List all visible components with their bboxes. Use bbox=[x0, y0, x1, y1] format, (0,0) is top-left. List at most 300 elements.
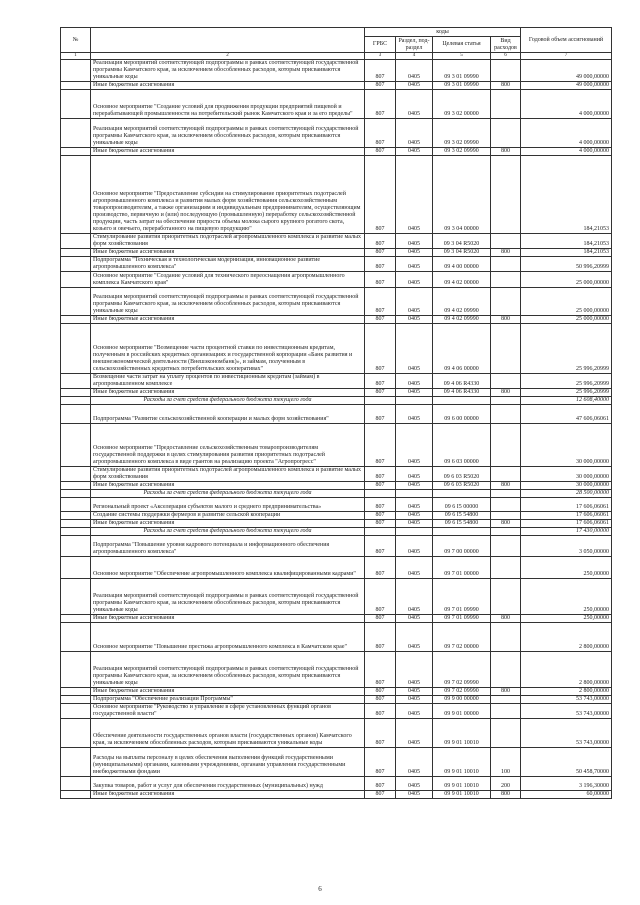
row-expense-type-cell: 800 bbox=[491, 482, 521, 490]
table-row bbox=[61, 60, 612, 82]
row-target-article-cell: 09 4 06 00000 bbox=[433, 324, 491, 374]
table-row bbox=[61, 557, 612, 579]
row-section-cell: 0405 bbox=[396, 90, 433, 119]
row-expense-type-cell: 800 bbox=[491, 316, 521, 324]
row-name-cell: Региональный проект «Акселерация субъектов малого и среднего предпринимательства» bbox=[91, 498, 365, 512]
row-name-cell: Возмещение части затрат на уплату процентов по инвестиционным кредитам (займам) в агропромышленном комплексе bbox=[91, 374, 365, 389]
row-number-cell bbox=[61, 249, 91, 257]
table-row bbox=[61, 652, 612, 688]
row-amount-cell: 4 000,00000 bbox=[521, 148, 612, 156]
row-expense-type-cell bbox=[491, 324, 521, 374]
table-row bbox=[61, 536, 612, 557]
row-expense-type-cell bbox=[491, 374, 521, 389]
row-expense-type-cell bbox=[491, 623, 521, 652]
row-number-cell bbox=[61, 490, 91, 498]
row-grbs-cell: 807 bbox=[365, 234, 396, 249]
row-number-cell bbox=[61, 482, 91, 490]
row-name-cell: Иные бюджетные ассигнования bbox=[91, 389, 365, 397]
row-grbs-cell: 807 bbox=[365, 374, 396, 389]
row-name-cell: Основное мероприятие "Создание условий для технического переоснащения агропромышленного комплекса Камчатского края" bbox=[91, 272, 365, 288]
row-grbs-cell: 807 bbox=[365, 389, 396, 397]
row-target-article-cell: 09 4 06 R4330 bbox=[433, 374, 491, 389]
page-number: 6 bbox=[318, 885, 322, 893]
row-grbs-cell: 807 bbox=[365, 748, 396, 777]
row-target-article-cell: 09 3 04 00000 bbox=[433, 156, 491, 234]
row-amount-cell: 184,21053 bbox=[521, 249, 612, 257]
row-grbs-cell: 807 bbox=[365, 156, 396, 234]
row-target-article-cell: 09 7 01 09990 bbox=[433, 615, 491, 623]
row-grbs-cell: 807 bbox=[365, 316, 396, 324]
row-expense-type-cell bbox=[491, 405, 521, 424]
row-section-cell: 0405 bbox=[396, 148, 433, 156]
row-amount-cell: 4 000,00000 bbox=[521, 119, 612, 148]
row-name-cell: Стимулирование развития приоритетных подотраслей агропромышленного комплекса и развитие малых форм хозяйствования bbox=[91, 467, 365, 482]
row-grbs-cell: 807 bbox=[365, 424, 396, 467]
column-index: 6 bbox=[491, 53, 521, 60]
table-row bbox=[61, 791, 612, 799]
budget-table bbox=[60, 27, 612, 799]
row-amount-cell: 12 608,40000 bbox=[521, 397, 612, 405]
row-name-cell: Стимулирование развития приоритетных подотраслей агропромышленного комплекса и развитие малых форм хозяйствования bbox=[91, 234, 365, 249]
row-expense-type-cell bbox=[491, 467, 521, 482]
row-number-cell bbox=[61, 520, 91, 528]
row-target-article-cell: 09 3 02 09990 bbox=[433, 119, 491, 148]
row-amount-cell: 25 996,20999 bbox=[521, 374, 612, 389]
header-cs: Целевая статья bbox=[433, 37, 491, 53]
row-expense-type-cell bbox=[491, 90, 521, 119]
row-section-cell: 0405 bbox=[396, 498, 433, 512]
row-name-cell: Основное мероприятие "Предоставление субсидии на стимулирование приоритетных подотраслей агропромышленного комплекса и развития малых форм хозяйствования сельскохозяйственным товаропроизводителям, а также организациям и индивидуальным предпринимателям, осуществляющим производство, первичную и (или) последующую (промышленную) переработку сельскохозяйственной продукции, часть затрат на обеспечение прироста объема молока сырого крупного рогатого скота, козьего и овечьего, переработанного на пищевую продукцию" bbox=[91, 156, 365, 234]
row-expense-type-cell: 800 bbox=[491, 389, 521, 397]
table-row bbox=[61, 119, 612, 148]
row-expense-type-cell bbox=[491, 288, 521, 316]
row-section-cell: 0405 bbox=[396, 156, 433, 234]
row-name-cell: Иные бюджетные ассигнования bbox=[91, 249, 365, 257]
row-name-cell: Иные бюджетные ассигнования bbox=[91, 316, 365, 324]
row-expense-type-cell: 800 bbox=[491, 520, 521, 528]
row-target-article-cell: 09 4 02 09990 bbox=[433, 316, 491, 324]
row-amount-cell: 250,00000 bbox=[521, 557, 612, 579]
row-target-article-cell: 09 6 00 00000 bbox=[433, 405, 491, 424]
row-target-article-cell: 09 6 I5 54800 bbox=[433, 520, 491, 528]
row-name-cell: Расходы на выплаты персоналу в целях обеспечения выполнения функций государственными (муниципальными) органами, казенными учреждениями, органами управления государственными внебюджетными фондами bbox=[91, 748, 365, 777]
row-section-cell: 0405 bbox=[396, 249, 433, 257]
row-amount-cell: 3 196,30000 bbox=[521, 777, 612, 791]
row-name-cell: Реализация мероприятий соответствующей подпрограммы в рамках соответствующей государственной программы Камчатского края, за исключением обособленных расходов, которым присваиваются уникальные коды bbox=[91, 288, 365, 316]
row-section-cell: 0405 bbox=[396, 777, 433, 791]
row-name-cell: Расходы за счет средств федерального бюджета текущего года bbox=[91, 490, 365, 498]
row-target-article-cell: 09 4 02 00000 bbox=[433, 272, 491, 288]
row-number-cell bbox=[61, 82, 91, 90]
row-section-cell bbox=[396, 397, 433, 405]
row-name-cell: Создание системы поддержки фермеров и развитие сельской кооперации bbox=[91, 512, 365, 520]
table-row bbox=[61, 512, 612, 520]
row-section-cell: 0405 bbox=[396, 119, 433, 148]
row-name-cell: Подпрограмма "Развитие сельскохозяйственной кооперации и малых форм хозяйствования" bbox=[91, 405, 365, 424]
column-index: 1 bbox=[61, 53, 91, 60]
table-row bbox=[61, 688, 612, 696]
row-expense-type-cell bbox=[491, 257, 521, 272]
row-grbs-cell: 807 bbox=[365, 688, 396, 696]
table-row bbox=[61, 374, 612, 389]
row-section-cell: 0405 bbox=[396, 482, 433, 490]
table-row bbox=[61, 257, 612, 272]
row-target-article-cell: 09 9 01 10010 bbox=[433, 719, 491, 748]
row-number-cell bbox=[61, 374, 91, 389]
table-row bbox=[61, 148, 612, 156]
row-section-cell: 0405 bbox=[396, 696, 433, 704]
row-expense-type-cell bbox=[491, 696, 521, 704]
row-grbs-cell: 807 bbox=[365, 719, 396, 748]
row-amount-cell: 17 606,06061 bbox=[521, 512, 612, 520]
row-grbs-cell: 807 bbox=[365, 90, 396, 119]
table-row bbox=[61, 482, 612, 490]
row-name-cell: Иные бюджетные ассигнования bbox=[91, 148, 365, 156]
row-grbs-cell: 807 bbox=[365, 405, 396, 424]
table-row bbox=[61, 324, 612, 374]
row-number-cell bbox=[61, 467, 91, 482]
row-number-cell bbox=[61, 389, 91, 397]
table-row bbox=[61, 704, 612, 719]
row-amount-cell: 250,00000 bbox=[521, 579, 612, 615]
row-amount-cell: 53 743,00000 bbox=[521, 719, 612, 748]
row-number-cell bbox=[61, 615, 91, 623]
row-expense-type-cell bbox=[491, 119, 521, 148]
row-target-article-cell bbox=[433, 397, 491, 405]
row-section-cell: 0405 bbox=[396, 234, 433, 249]
row-grbs-cell: 807 bbox=[365, 579, 396, 615]
table-row bbox=[61, 467, 612, 482]
table-row bbox=[61, 82, 612, 90]
row-section-cell: 0405 bbox=[396, 424, 433, 467]
row-number-cell bbox=[61, 719, 91, 748]
row-section-cell: 0405 bbox=[396, 405, 433, 424]
row-number-cell bbox=[61, 652, 91, 688]
row-number-cell bbox=[61, 748, 91, 777]
row-grbs-cell bbox=[365, 528, 396, 536]
row-grbs-cell: 807 bbox=[365, 615, 396, 623]
row-grbs-cell: 807 bbox=[365, 498, 396, 512]
row-number-cell bbox=[61, 557, 91, 579]
row-expense-type-cell bbox=[491, 512, 521, 520]
row-name-cell: Иные бюджетные ассигнования bbox=[91, 82, 365, 90]
row-section-cell: 0405 bbox=[396, 82, 433, 90]
row-grbs-cell: 807 bbox=[365, 482, 396, 490]
row-grbs-cell bbox=[365, 397, 396, 405]
row-target-article-cell bbox=[433, 528, 491, 536]
row-grbs-cell: 807 bbox=[365, 623, 396, 652]
row-target-article-cell: 09 3 04 R5020 bbox=[433, 249, 491, 257]
row-amount-cell: 4 000,00000 bbox=[521, 90, 612, 119]
row-number-cell bbox=[61, 512, 91, 520]
row-section-cell: 0405 bbox=[396, 791, 433, 799]
row-number-cell bbox=[61, 272, 91, 288]
row-expense-type-cell: 800 bbox=[491, 791, 521, 799]
header-codes: коды bbox=[365, 28, 521, 37]
table-row bbox=[61, 615, 612, 623]
table-body bbox=[61, 60, 612, 799]
row-section-cell: 0405 bbox=[396, 536, 433, 557]
row-expense-type-cell: 200 bbox=[491, 777, 521, 791]
row-grbs-cell: 807 bbox=[365, 272, 396, 288]
table-note-row bbox=[61, 397, 612, 405]
row-grbs-cell: 807 bbox=[365, 520, 396, 528]
row-name-cell: Основное мероприятие "Обеспечение агропромышленного комплекса квалифицированными кадрами" bbox=[91, 557, 365, 579]
row-grbs-cell: 807 bbox=[365, 324, 396, 374]
row-target-article-cell: 09 3 01 09990 bbox=[433, 82, 491, 90]
row-target-article-cell: 09 7 00 00000 bbox=[433, 536, 491, 557]
table-row bbox=[61, 389, 612, 397]
header-name bbox=[91, 28, 365, 53]
row-target-article-cell: 09 7 01 00000 bbox=[433, 557, 491, 579]
row-grbs-cell: 807 bbox=[365, 119, 396, 148]
row-expense-type-cell: 800 bbox=[491, 615, 521, 623]
row-name-cell: Иные бюджетные ассигнования bbox=[91, 688, 365, 696]
row-grbs-cell: 807 bbox=[365, 696, 396, 704]
row-amount-cell: 53 743,00000 bbox=[521, 696, 612, 704]
table-note-row bbox=[61, 490, 612, 498]
row-expense-type-cell bbox=[491, 536, 521, 557]
row-expense-type-cell bbox=[491, 156, 521, 234]
table-note-row bbox=[61, 528, 612, 536]
row-target-article-cell: 09 9 00 00000 bbox=[433, 696, 491, 704]
header-vr: Вид расходов bbox=[491, 37, 521, 53]
row-section-cell: 0405 bbox=[396, 579, 433, 615]
row-name-cell: Обеспечение деятельности государственных органов власти (государственных органов) Камчатского края, за исключением обособленных расходов, которым присваиваются уникальные коды bbox=[91, 719, 365, 748]
row-amount-cell: 50 458,70000 bbox=[521, 748, 612, 777]
row-target-article-cell: 09 9 01 10010 bbox=[433, 777, 491, 791]
row-number-cell bbox=[61, 148, 91, 156]
row-grbs-cell: 807 bbox=[365, 148, 396, 156]
row-number-cell bbox=[61, 397, 91, 405]
row-expense-type-cell: 800 bbox=[491, 148, 521, 156]
row-amount-cell: 25 996,20999 bbox=[521, 389, 612, 397]
row-amount-cell: 49 000,00000 bbox=[521, 82, 612, 90]
row-expense-type-cell bbox=[491, 397, 521, 405]
row-target-article-cell: 09 4 06 R4330 bbox=[433, 389, 491, 397]
table-row bbox=[61, 405, 612, 424]
row-grbs-cell: 807 bbox=[365, 704, 396, 719]
row-amount-cell: 25 000,00000 bbox=[521, 288, 612, 316]
row-amount-cell: 17 606,06061 bbox=[521, 520, 612, 528]
row-section-cell: 0405 bbox=[396, 257, 433, 272]
header-rz: Раздел, под- раздел bbox=[396, 37, 433, 53]
row-amount-cell: 25 996,20999 bbox=[521, 324, 612, 374]
row-expense-type-cell bbox=[491, 557, 521, 579]
row-amount-cell: 60,00000 bbox=[521, 791, 612, 799]
row-target-article-cell: 09 3 01 09990 bbox=[433, 60, 491, 82]
row-section-cell: 0405 bbox=[396, 272, 433, 288]
row-amount-cell: 49 000,00000 bbox=[521, 60, 612, 82]
row-target-article-cell: 09 6 03 R5020 bbox=[433, 467, 491, 482]
row-target-article-cell: 09 4 02 09990 bbox=[433, 288, 491, 316]
row-name-cell: Иные бюджетные ассигнования bbox=[91, 520, 365, 528]
row-amount-cell: 2 800,00000 bbox=[521, 652, 612, 688]
row-amount-cell: 30 000,00000 bbox=[521, 482, 612, 490]
row-expense-type-cell bbox=[491, 272, 521, 288]
column-index-row bbox=[61, 53, 612, 60]
row-target-article-cell: 09 6 I5 00000 bbox=[433, 498, 491, 512]
row-name-cell: Подпрограмма "Повышение уровня кадрового потенциала и информационного обеспечения агропромышленного комплекса" bbox=[91, 536, 365, 557]
table-row bbox=[61, 424, 612, 467]
row-amount-cell: 250,00000 bbox=[521, 615, 612, 623]
table-row bbox=[61, 90, 612, 119]
row-number-cell bbox=[61, 791, 91, 799]
column-index: 3 bbox=[365, 53, 396, 60]
row-section-cell: 0405 bbox=[396, 324, 433, 374]
row-grbs-cell: 807 bbox=[365, 652, 396, 688]
row-section-cell: 0405 bbox=[396, 512, 433, 520]
row-section-cell: 0405 bbox=[396, 60, 433, 82]
row-number-cell bbox=[61, 536, 91, 557]
row-number-cell bbox=[61, 528, 91, 536]
row-name-cell: Подпрограмма "Обеспечение реализации Программы" bbox=[91, 696, 365, 704]
row-name-cell: Реализация мероприятий соответствующей подпрограммы в рамках соответствующей государственной программы Камчатского края, за исключением обособленных расходов, которым присваиваются уникальные коды bbox=[91, 652, 365, 688]
row-expense-type-cell: 100 bbox=[491, 748, 521, 777]
row-number-cell bbox=[61, 119, 91, 148]
row-name-cell: Реализация мероприятий соответствующей подпрограммы в рамках соответствующей государственной программы Камчатского края, за исключением обособленных расходов, которым присваиваются уникальные коды bbox=[91, 579, 365, 615]
table-row bbox=[61, 288, 612, 316]
row-amount-cell: 25 000,00000 bbox=[521, 272, 612, 288]
row-expense-type-cell bbox=[491, 652, 521, 688]
table-row bbox=[61, 272, 612, 288]
row-amount-cell: 17 430,00000 bbox=[521, 528, 612, 536]
column-index: 5 bbox=[433, 53, 491, 60]
table-row bbox=[61, 498, 612, 512]
row-name-cell: Подпрограмма "Техническая и технологическая модернизация, инновационное развитие агропромышленного комплекса" bbox=[91, 257, 365, 272]
column-index: 2 bbox=[91, 53, 365, 60]
row-target-article-cell: 09 3 02 09990 bbox=[433, 148, 491, 156]
row-grbs-cell: 807 bbox=[365, 60, 396, 82]
row-target-article-cell: 09 7 02 09990 bbox=[433, 652, 491, 688]
table-row bbox=[61, 719, 612, 748]
row-number-cell bbox=[61, 704, 91, 719]
row-expense-type-cell bbox=[491, 234, 521, 249]
row-expense-type-cell: 800 bbox=[491, 82, 521, 90]
row-expense-type-cell: 800 bbox=[491, 688, 521, 696]
row-section-cell: 0405 bbox=[396, 704, 433, 719]
row-section-cell bbox=[396, 490, 433, 498]
row-target-article-cell: 09 7 01 09990 bbox=[433, 579, 491, 615]
row-section-cell: 0405 bbox=[396, 557, 433, 579]
row-number-cell bbox=[61, 288, 91, 316]
row-section-cell bbox=[396, 528, 433, 536]
row-amount-cell: 30 000,00000 bbox=[521, 424, 612, 467]
table-row bbox=[61, 234, 612, 249]
table-row bbox=[61, 777, 612, 791]
row-amount-cell: 30 000,00000 bbox=[521, 467, 612, 482]
row-target-article-cell: 09 7 02 00000 bbox=[433, 623, 491, 652]
row-number-cell bbox=[61, 623, 91, 652]
row-section-cell: 0405 bbox=[396, 748, 433, 777]
row-amount-cell: 2 800,00000 bbox=[521, 623, 612, 652]
row-section-cell: 0405 bbox=[396, 389, 433, 397]
row-target-article-cell: 09 9 01 00000 bbox=[433, 704, 491, 719]
row-grbs-cell: 807 bbox=[365, 249, 396, 257]
header-grbs: ГРБС bbox=[365, 37, 396, 53]
row-name-cell: Реализация мероприятий соответствующей подпрограммы в рамках соответствующей государственной программы Камчатского края, за исключением обособленных расходов, которым присваиваются уникальные коды bbox=[91, 60, 365, 82]
row-name-cell: Основное мероприятие "Руководство и управление в сфере установленных функций органов государственной власти" bbox=[91, 704, 365, 719]
header-row-top bbox=[61, 28, 612, 37]
row-number-cell bbox=[61, 688, 91, 696]
table-row bbox=[61, 579, 612, 615]
row-section-cell: 0405 bbox=[396, 520, 433, 528]
row-section-cell: 0405 bbox=[396, 623, 433, 652]
row-expense-type-cell bbox=[491, 424, 521, 467]
row-section-cell: 0405 bbox=[396, 688, 433, 696]
row-grbs-cell: 807 bbox=[365, 557, 396, 579]
row-name-cell: Реализация мероприятий соответствующей подпрограммы в рамках соответствующей государственной программы Камчатского края, за исключением обособленных расходов, которым присваиваются уникальные коды bbox=[91, 119, 365, 148]
row-section-cell: 0405 bbox=[396, 615, 433, 623]
table-row bbox=[61, 156, 612, 234]
row-name-cell: Основное мероприятие "Предоставление сельскохозяйственным товаропроизводителям государственной поддержки в целях стимулирования развития приоритетных подотраслей агропромышленного комплекса в виде грантов на реализацию проекта "Агропрогресс" bbox=[91, 424, 365, 467]
row-number-cell bbox=[61, 324, 91, 374]
row-grbs-cell: 807 bbox=[365, 82, 396, 90]
row-grbs-cell: 807 bbox=[365, 777, 396, 791]
row-amount-cell: 17 606,06061 bbox=[521, 498, 612, 512]
header-num: № bbox=[61, 28, 91, 53]
row-expense-type-cell bbox=[491, 490, 521, 498]
row-expense-type-cell bbox=[491, 60, 521, 82]
row-grbs-cell: 807 bbox=[365, 257, 396, 272]
row-target-article-cell: 09 6 03 R5020 bbox=[433, 482, 491, 490]
row-name-cell: Расходы за счет средств федерального бюджета текущего года bbox=[91, 528, 365, 536]
row-amount-cell: 50 996,20999 bbox=[521, 257, 612, 272]
row-grbs-cell: 807 bbox=[365, 791, 396, 799]
row-amount-cell: 184,21053 bbox=[521, 156, 612, 234]
row-amount-cell: 53 743,00000 bbox=[521, 704, 612, 719]
row-grbs-cell: 807 bbox=[365, 536, 396, 557]
row-grbs-cell bbox=[365, 490, 396, 498]
row-amount-cell: 25 000,00000 bbox=[521, 316, 612, 324]
row-amount-cell: 47 606,06061 bbox=[521, 405, 612, 424]
row-target-article-cell: 09 6 03 00000 bbox=[433, 424, 491, 467]
row-name-cell: Основное мероприятие "Повышение престижа агропромышленного комплекса в Камчатском крае" bbox=[91, 623, 365, 652]
row-target-article-cell: 09 6 I5 54800 bbox=[433, 512, 491, 520]
row-name-cell: Иные бюджетные ассигнования bbox=[91, 482, 365, 490]
row-expense-type-cell: 800 bbox=[491, 249, 521, 257]
row-grbs-cell: 807 bbox=[365, 512, 396, 520]
row-name-cell: Закупка товаров, работ и услуг для обеспечения государственных (муниципальных) нужд bbox=[91, 777, 365, 791]
row-expense-type-cell bbox=[491, 579, 521, 615]
row-number-cell bbox=[61, 156, 91, 234]
row-number-cell bbox=[61, 60, 91, 82]
row-target-article-cell bbox=[433, 490, 491, 498]
header-annual: Годовой объем ассигнований bbox=[521, 28, 612, 53]
row-name-cell: Основное мероприятие "Создание условий для продвижения продукции предприятий пищевой и перерабатывающей промышленности на потребительский рынок Камчатского края и за его пределы" bbox=[91, 90, 365, 119]
row-amount-cell: 2 800,00000 bbox=[521, 688, 612, 696]
row-section-cell: 0405 bbox=[396, 316, 433, 324]
row-name-cell: Основное мероприятие "Возмещение части процентной ставки по инвестиционным кредитам, полученным в российских кредитных организациях и государственной корпорации «Банк развития и внешнеэкономической деятельности (Внешэкономбанк)», и займам, полученным в сельскохозяйственных кредитных потребительских кооперативах" bbox=[91, 324, 365, 374]
table-row bbox=[61, 249, 612, 257]
table-row bbox=[61, 520, 612, 528]
row-target-article-cell: 09 4 00 00000 bbox=[433, 257, 491, 272]
row-target-article-cell: 09 3 02 00000 bbox=[433, 90, 491, 119]
row-number-cell bbox=[61, 424, 91, 467]
row-section-cell: 0405 bbox=[396, 374, 433, 389]
row-number-cell bbox=[61, 405, 91, 424]
row-amount-cell: 3 050,00000 bbox=[521, 536, 612, 557]
row-expense-type-cell bbox=[491, 528, 521, 536]
row-number-cell bbox=[61, 234, 91, 249]
row-expense-type-cell bbox=[491, 498, 521, 512]
table-row bbox=[61, 316, 612, 324]
table-row bbox=[61, 623, 612, 652]
row-section-cell: 0405 bbox=[396, 467, 433, 482]
row-expense-type-cell bbox=[491, 704, 521, 719]
table-row bbox=[61, 748, 612, 777]
row-number-cell bbox=[61, 257, 91, 272]
